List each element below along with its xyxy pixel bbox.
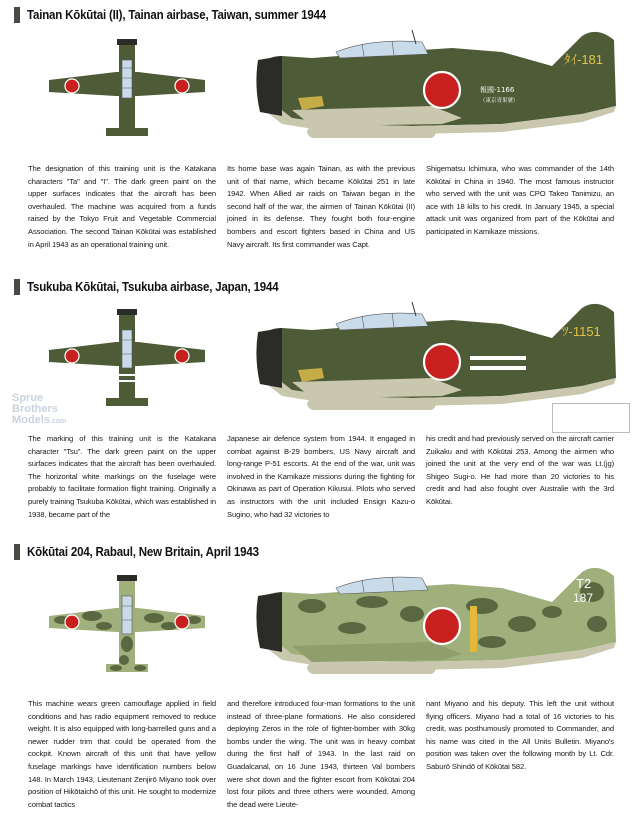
- tail-code: ﾂ-1151: [562, 324, 601, 339]
- section-title-row: [14, 543, 279, 561]
- watermark-line-3: [12, 415, 66, 427]
- watermark-logo: [12, 393, 66, 427]
- description-column-1: The marking of this training unit is the Katakana character "Tsu". The dark green paint on the upper surfaces indicates that the aircraft has been overhauled. The horizontal white markings on the fuselage were probably to facilitate formation flight training. Originally a purely training Tsukuba Kōkūtai, which was established in 1938, became part of the: [28, 434, 216, 519]
- aircraft-top-view: [44, 36, 210, 146]
- section-title: Tainan Kōkūtai (II), Tainan airbase, Taiwan, summer 1944: [27, 8, 327, 22]
- watermark-line-1: Sprue: [12, 392, 44, 404]
- description-column-1: This machine wears green camouflage applied in field conditions and has radio equipment removed to reduce weight. It is also equipped with long-barrelled guns and a newer rudder trim that could be operated from the cockpit. Known aircraft of this unit that have yellow fuselage markings have identification numbers below 148. In March 1943, Lieutenant Zenjirō Miyano took over position of Hikōtaichō of this unit. He sought to modernize combat tactics: [28, 699, 216, 809]
- watermark-line-2: Brothers: [12, 403, 58, 415]
- description-columns: [28, 698, 614, 811]
- fuselage-dedication-line2: （東京青果號）: [480, 98, 519, 104]
- title-marker-bar: [14, 544, 20, 560]
- aircraft-top-view: [44, 306, 210, 416]
- section-title-row: [14, 6, 352, 24]
- description-column-2: Japanese air defence system from 1944. It engaged in combat against B-29 bombers, US Navy aircraft and long-range P-51 escorts. At the end of the war, unit was involved in the Kamikaze missions during the fighting for Okinawa as part of Operation Kikusui. Pilots who served as instructors with the unit included Ensign Kazu-o Sugino, who had 32 victories to: [227, 434, 415, 519]
- section-title: Tsukuba Kōkūtai, Tsukuba airbase, Japan, 1944: [27, 280, 279, 294]
- section-title-row: [14, 278, 300, 296]
- tail-code-line-2: 187: [573, 591, 594, 605]
- description-column-3: Shigematsu Ichimura, who was commander of the 14th Kōkūtai in China in 1940. The most famous instructor who served with the unit was CPO Takeo Tanimizu, an ace with 18 kills to his credit. In January 1945, a special attack unit was organized from part of the Kōkūtai and participated in Kamikaze missions.: [426, 164, 614, 236]
- watermark-line-3-text: Models: [12, 414, 50, 426]
- aircraft-top-view: [44, 572, 210, 682]
- description-column-2: Its home base was again Tainan, as with the previous unit of that name, which became Kōkūtai 251 in late 1942. When Allied air raids on Taiwan began in the second half of the war, the airmen of Tainan Kōkūtai (II) joined in its defense. They fought both four-engine bombers and escort fighters based in China and US Navy aircraft. Its first commander was Capt.: [227, 164, 415, 249]
- tail-code: ﾀｲ-181: [564, 52, 604, 67]
- tail-code-line-1: T2: [576, 576, 592, 591]
- aircraft-side-view: [252, 562, 630, 696]
- watermark-suffix: .com: [49, 418, 67, 425]
- description-column-3: nant Miyano and his deputy. This left the unit without flying officers. Miyano had a total of 16 victories to his credit, was posthumously promoted to Commander, and his name was cited in the All Units Bulletin. Miyano's position was taken over the following month by Lt. Cdr. Saburō Shindō of Kōkūtai 582.: [426, 699, 614, 771]
- description-column-3: his credit and had previously served on the aircraft carrier Zuikaku and with Kōkūtai 253. Among the airmen who joined the unit at the very end of the war was Lt.(jg) Shigeo Sugi-o. He had more than 20 victories to his credit and had also fought over Australie with the 3rd Kōkūtai.: [426, 434, 614, 506]
- section-title: Kōkūtai 204, Rabaul, New Britain, April 1943: [27, 545, 259, 559]
- description-column-1: The designation of this training unit is the Katakana characters "Ta" and "I". The dark green paint on the upper surfaces indicates that the aircraft has been overhauled. The machine was acquired from a funds raised by the Tokyo Fruit and Vegetable Commercial Association. The second Tainan Kōkūtai was established in April 1943 as an operational training unit.: [28, 164, 216, 249]
- section-tainan: [0, 0, 642, 270]
- aircraft-side-view: [252, 26, 630, 160]
- fuselage-dedication-line1: 報國-1166: [480, 86, 515, 94]
- publisher-stamp: [552, 403, 630, 433]
- description-columns: [28, 163, 614, 251]
- description-columns: [28, 433, 614, 521]
- title-marker-bar: [14, 7, 20, 23]
- description-column-2: and therefore introduced four-man formations to the unit instead of three-plane formations. He also considered deploying Zeros in the role of fighter-bomber with 30kg bombs under the wing. The unit was in heavy combat during the first half of 1943. In the last raid on Guadalcanal, on 16 June 1943, thirteen Val bombers were shot down and the fighter escort from Kōkūtai 204 lost four pilots and three others were wounded. Among the dead were Lieute-: [227, 699, 415, 809]
- title-marker-bar: [14, 279, 20, 295]
